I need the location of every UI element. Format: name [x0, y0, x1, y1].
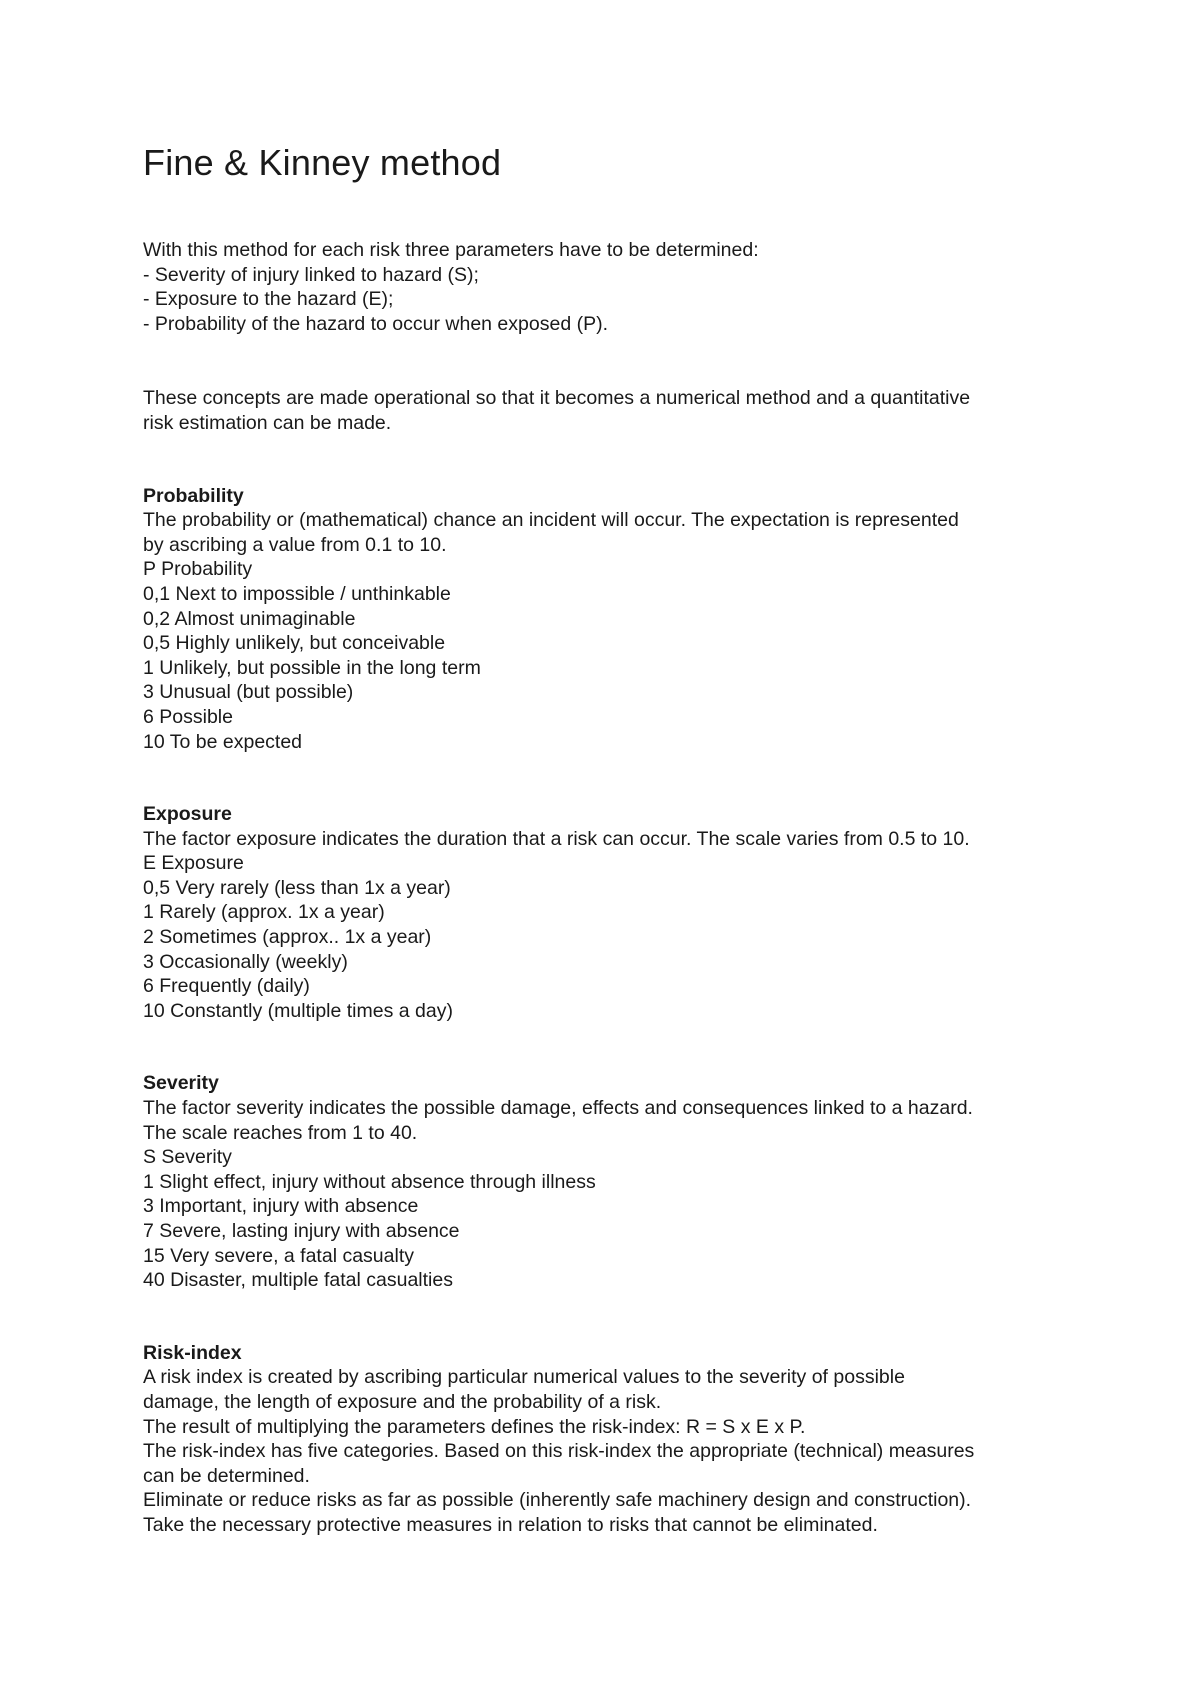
probability-row: 10 To be expected: [143, 730, 303, 753]
risk-index-line: Eliminate or reduce risks as far as possible (inherently safe machinery design and construction).: [143, 1489, 972, 1512]
risk-index-section: [143, 1341, 1083, 1538]
exposure-row: 10 Constantly (multiple times a day): [143, 999, 453, 1022]
exposure-heading: Exposure: [143, 803, 232, 826]
risk-index-line: The risk-index has five categories. Based on this risk-index the appropriate (technical) measures: [143, 1440, 975, 1463]
intro-para-line: risk estimation can be made.: [143, 411, 392, 434]
risk-index-line: can be determined.: [143, 1464, 310, 1487]
severity-heading: Severity: [143, 1072, 219, 1095]
severity-section: [143, 1071, 1083, 1292]
exposure-row: 6 Frequently (daily): [143, 975, 310, 998]
intro-item: - Probability of the hazard to occur when exposed (P).: [143, 312, 608, 335]
risk-index-heading: Risk-index: [143, 1341, 242, 1364]
probability-desc: by ascribing a value from 0.1 to 10.: [143, 533, 447, 556]
risk-index-line: The result of multiplying the parameters defines the risk-index: R = S x E x P.: [143, 1415, 806, 1438]
probability-table-header: P Probability: [143, 558, 253, 581]
intro-lead: With this method for each risk three parameters have to be determined:: [143, 239, 759, 261]
intro-paragraph: [143, 386, 1083, 435]
intro-item: - Severity of injury linked to hazard (S);: [143, 263, 479, 286]
severity-row: 3 Important, injury with absence: [143, 1195, 419, 1218]
severity-desc: The factor severity indicates the possible damage, effects and consequences linked to a hazard.: [143, 1097, 973, 1120]
probability-heading: Probability: [143, 484, 244, 507]
probability-row: 0,5 Highly unlikely, but conceivable: [143, 632, 446, 655]
probability-row: 0,2 Almost unimaginable: [143, 607, 356, 630]
exposure-desc: The factor exposure indicates the duration that a risk can occur. The scale varies from 0.5 to 10.: [143, 827, 970, 850]
probability-row: 6 Possible: [143, 705, 233, 728]
severity-desc: The scale reaches from 1 to 40.: [143, 1121, 418, 1144]
probability-desc: The probability or (mathematical) chance an incident will occur. The expectation is represented: [143, 509, 959, 532]
probability-row: 1 Unlikely, but possible in the long term: [143, 656, 481, 679]
exposure-row: 0,5 Very rarely (less than 1x a year): [143, 876, 451, 899]
risk-index-line: Take the necessary protective measures in relation to risks that cannot be eliminated.: [143, 1513, 878, 1536]
risk-index-line: damage, the length of exposure and the probability of a risk.: [143, 1390, 662, 1413]
exposure-row: 3 Occasionally (weekly): [143, 950, 348, 973]
risk-index-line: A risk index is created by ascribing particular numerical values to the severity of possible: [143, 1366, 905, 1389]
probability-section: [143, 484, 1083, 755]
severity-table-header: S Severity: [143, 1146, 232, 1169]
severity-row: 15 Very severe, a fatal casualty: [143, 1244, 414, 1267]
severity-row: 1 Slight effect, injury without absence through illness: [143, 1170, 596, 1193]
exposure-table-header: E Exposure: [143, 852, 244, 875]
document-title: Fine & Kinney method: [143, 142, 502, 183]
severity-row: 40 Disaster, multiple fatal casualties: [143, 1269, 453, 1292]
exposure-row: 2 Sometimes (approx.. 1x a year): [143, 926, 432, 949]
document-page: [143, 136, 1083, 1538]
intro-item: - Exposure to the hazard (E);: [143, 288, 394, 311]
severity-row: 7 Severe, lasting injury with absence: [143, 1220, 460, 1242]
exposure-section: [143, 802, 1083, 1023]
exposure-row: 1 Rarely (approx. 1x a year): [143, 901, 385, 924]
probability-row: 3 Unusual (but possible): [143, 681, 354, 704]
probability-row: 0,1 Next to impossible / unthinkable: [143, 582, 451, 605]
intro-para-line: These concepts are made operational so that it becomes a numerical method and a quantitative: [143, 387, 971, 410]
intro-section: [143, 238, 1083, 336]
